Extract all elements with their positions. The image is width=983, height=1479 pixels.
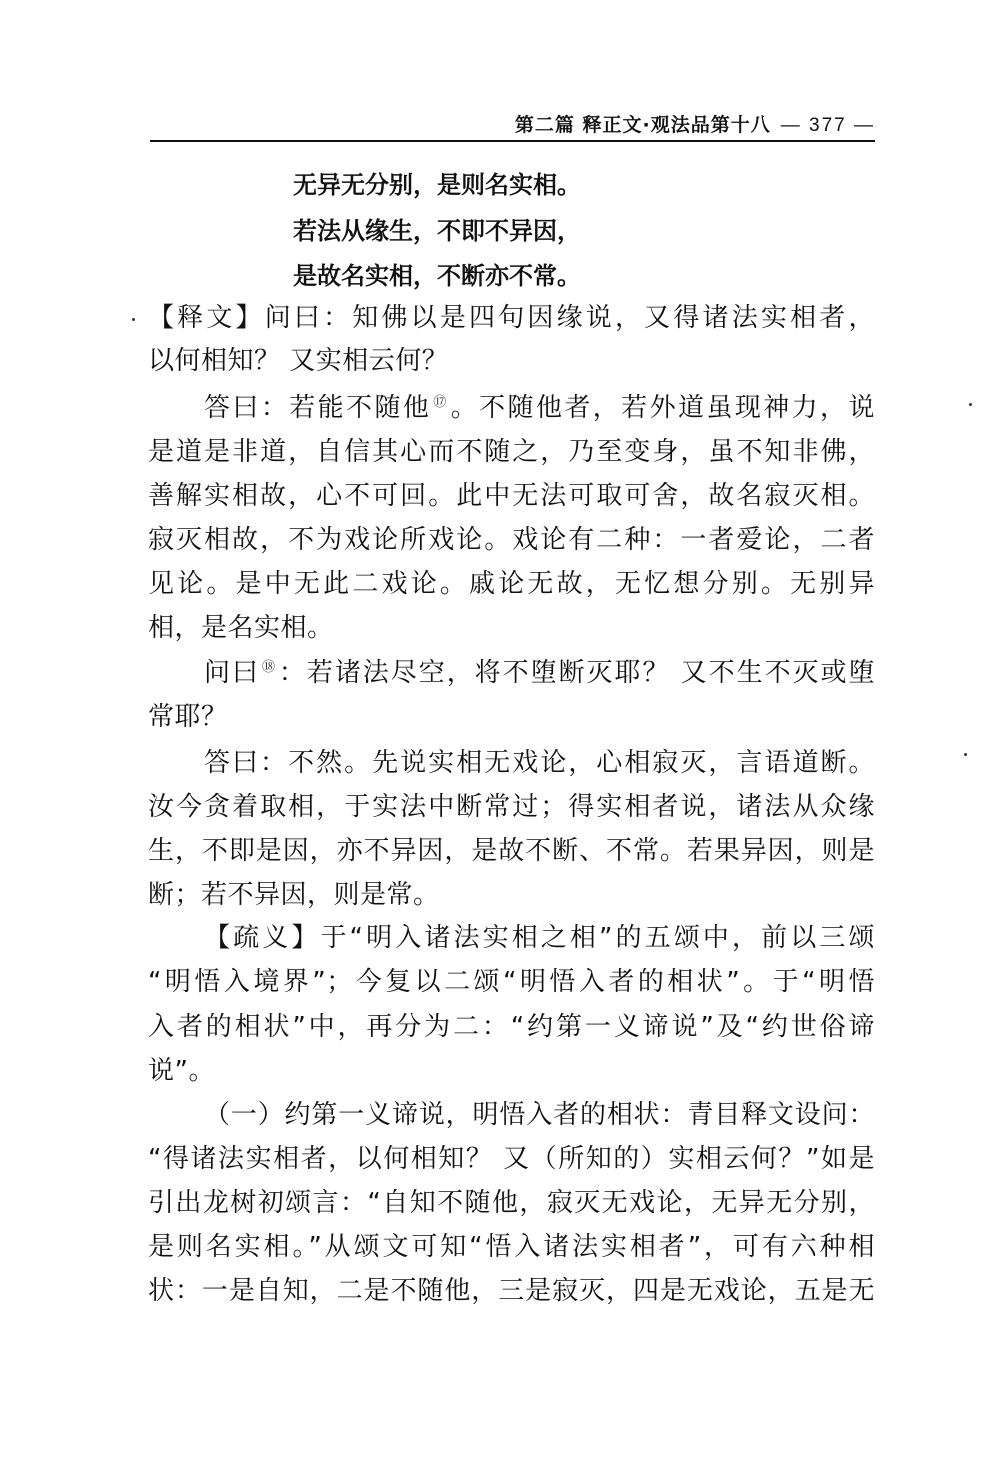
question-tail: ：若诸法尽空，将不堕断灭耶？ 又不生不灭或堕 bbox=[278, 658, 875, 688]
shuyi-line: 引出龙树初颂言：“自知不随他，寂灭无戏论，无异无分别， bbox=[148, 1188, 875, 1218]
shuyi-line: 【疏义】于“明入诸法实相之相”的五颂中，前以三颂 bbox=[204, 923, 875, 953]
answer-line: 汝今贪着取相，于实法中断常过；得实相者说，诸法从众缘 bbox=[148, 792, 875, 822]
answer-line: 相，是名实相。 bbox=[148, 613, 334, 643]
answer-tail: 。不随他者，若外道虽现神力，说 bbox=[450, 393, 875, 423]
answer-line: 见论。是中无此二戏论。戚论无故，无忆想分别。无别异 bbox=[148, 569, 875, 599]
shiwen-question-line: 【释文】问曰：知佛以是四句因缘说，又得诸法实相者， bbox=[148, 303, 875, 333]
answer-line: 答曰：不然。先说实相无戏论，心相寂灭，言语道断。 bbox=[204, 748, 875, 778]
answer-line: 是道是非道，自信其心而不随之，乃至变身，虽不知非佛， bbox=[148, 437, 875, 467]
answer-first-line bbox=[204, 388, 875, 428]
running-header bbox=[150, 110, 875, 142]
answer-line: 生，不即是因，亦不异因，是故不断、不常。若果异因，则是 bbox=[148, 836, 875, 866]
answer-head: 答曰：若能不随他 bbox=[204, 393, 432, 423]
shuyi-line: 说”。 bbox=[148, 1056, 215, 1086]
shuyi-line: 入者的相状”中，再分为二：“约第一义谛说”及“约世俗谛 bbox=[148, 1012, 875, 1042]
answer-line: 寂灭相故，不为戏论所戏论。戏论有二种：一者爱论，二者 bbox=[148, 525, 875, 555]
page-number: — 377 — bbox=[780, 115, 875, 136]
header-title: 第二篇 释正文·观法品第十八 bbox=[514, 114, 771, 136]
question-first-line bbox=[204, 653, 875, 693]
verse-line: 若法从缘生，不即不异因， bbox=[293, 217, 581, 245]
scan-speck bbox=[969, 403, 972, 406]
scan-speck bbox=[964, 753, 967, 756]
endnote-marker: ⑱ bbox=[261, 660, 277, 676]
endnote-marker: ⑰ bbox=[433, 395, 449, 411]
shuyi-line: “得诸法实相者，以何相知？ 又（所知的）实相云何？”如是 bbox=[148, 1144, 875, 1174]
answer-line: 断；若不异因，则是常。 bbox=[148, 880, 440, 910]
verse-line: 是故名实相，不断亦不常。 bbox=[293, 262, 581, 290]
shiwen-question-line: 以何相知？ 又实相云何？ bbox=[148, 346, 449, 376]
scan-speck bbox=[132, 318, 135, 321]
answer-line: 善解实相故，心不可回。此中无法可取可舍，故名寂灭相。 bbox=[148, 481, 875, 511]
shuyi-line: “明悟入境界”；今复以二颂“明悟入者的相状”。于“明悟 bbox=[148, 967, 875, 997]
verse-line: 无异无分别，是则名实相。 bbox=[293, 171, 581, 199]
shuyi-line: 状：一是自知，二是不随他，三是寂灭，四是无戏论，五是无 bbox=[148, 1276, 875, 1306]
shuyi-line: 是则名实相。”从颂文可知“悟入诸法实相者”，可有六种相 bbox=[148, 1232, 875, 1262]
question-head: 问曰 bbox=[204, 658, 260, 688]
question-line: 常耶？ bbox=[148, 702, 228, 732]
shuyi-line: （一）约第一义谛说，明悟入者的相状：青目释文设问： bbox=[204, 1100, 875, 1130]
